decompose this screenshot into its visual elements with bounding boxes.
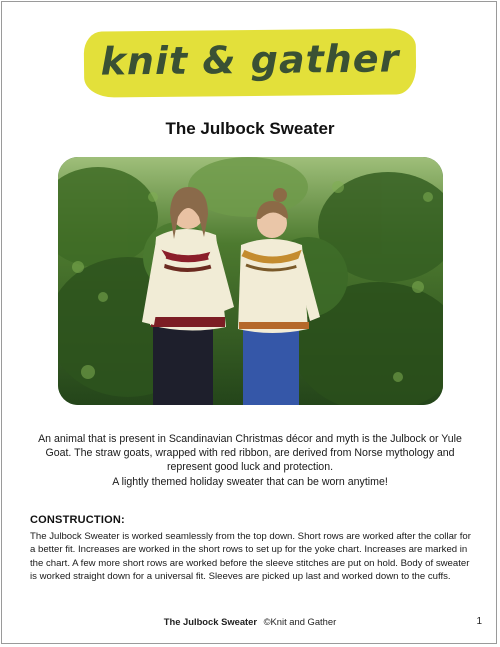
logo-text: knit & gather bbox=[100, 36, 400, 84]
cover-photo bbox=[58, 157, 443, 405]
intro-paragraph bbox=[32, 432, 468, 489]
intro-tagline: A lightly themed holiday sweater that can be worn anytime! bbox=[112, 475, 388, 488]
construction-body: The Julbock Sweater is worked seamlessly from the top down. Short rows are worked after the collar for a better fit. Increases are worked in the short rows to set up for the yoke chart. Increases are marked in the chart. A few more short rows are worked before the sleeve stitches are put on hold. Body of sweater is worked straight down for a universal fit. Sleeves are picked up last and worked down to the cuffs. bbox=[30, 531, 471, 583]
page-title: The Julbock Sweater bbox=[165, 119, 335, 138]
page-number: 1 bbox=[476, 616, 482, 627]
photo-illustration bbox=[58, 157, 443, 405]
logo-banner bbox=[84, 28, 417, 97]
footer-copyright: ©Knit and Gather bbox=[263, 616, 337, 627]
intro-line: Goat. The straw goats, wrapped with red ribbon, are derived from Norse mythology and bbox=[45, 447, 455, 460]
footer bbox=[0, 616, 500, 627]
construction-heading: CONSTRUCTION: bbox=[30, 514, 125, 526]
footer-title: The Julbock Sweater bbox=[163, 616, 258, 627]
intro-line: An animal that is present in Scandinavian Christmas décor and myth is the Julbock or Yule bbox=[38, 433, 462, 445]
intro-line: represent good luck and protection. bbox=[166, 461, 334, 474]
